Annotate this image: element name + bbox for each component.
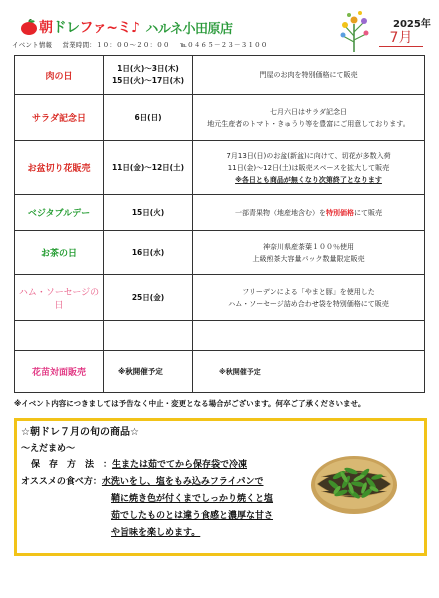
year: 2025年 [393,19,431,30]
desc-line: 七月六日はサラダ記念日 [270,107,347,116]
event-name: お盆切り花販売 [15,141,104,195]
event-desc [193,321,425,351]
header [0,0,439,58]
date-line: 25日(金) [131,292,165,302]
event-name: お茶の日 [15,231,104,275]
event-date [104,275,193,321]
seasonal-produce-box [14,418,427,556]
phone: ℡０４６５－２３－３１００ [179,41,268,49]
desc-text: にて販売 [354,208,382,217]
event-name: ベジタブルデー [15,195,104,231]
edamame-basket-image [309,447,399,517]
brand-part2: ドレ [52,20,80,36]
desc-line: 7月13日(日)のお盆(新盆)に向けて、切花が多数入荷 [226,151,391,160]
desc-line: 上級煎茶大容量パック数量限定販売 [252,254,365,263]
date-line: 15日(火) [131,207,165,217]
recommend-label: オススメの食べ方： [21,477,102,487]
date-line: 11日(金)～12日(土) [111,162,185,172]
event-date [104,321,193,351]
date-line: 16日(水) [131,247,165,257]
storage-line [31,457,247,470]
desc-line: ハム・ソーセージ詰め合わせ袋を特別価格にて販売 [228,299,389,308]
event-row [15,95,425,141]
store-info [12,40,276,49]
brand-name [39,17,139,37]
storage-text: 生または茹でてから保存袋で冷凍 [112,460,248,470]
info-label: イベント情報 [12,41,53,49]
event-date [104,351,193,393]
event-desc [193,95,425,141]
event-name: 肉の日 [15,56,104,95]
event-date [104,141,193,195]
event-desc [193,195,425,231]
hours: 営業時間：１０：００～２０：００ [62,41,170,49]
event-row [15,56,425,95]
event-row [15,231,425,275]
event-desc [193,275,425,321]
desc-line: 地元生産者のトマト・きゅうり等を豊富にご用意しております。 [207,119,410,128]
produce-title: ☆朝ドレ７月の旬の商品☆ [21,427,139,438]
event-date [104,95,193,141]
date-line: 6日(日) [134,112,162,122]
store-name: ハルネ小田原店 [145,21,233,37]
event-name: ハム・ソーセージの日 [15,275,104,321]
event-date [104,56,193,95]
recommend-line: や旨味を楽しめます。 [111,528,201,538]
event-row [15,351,425,393]
event-desc [193,351,425,393]
date-line: 15日(火)～17日(木) [111,76,185,85]
event-row [15,195,425,231]
event-date [104,231,193,275]
event-row-empty [15,321,425,351]
notice-text: ※イベント内容につきましては予告なく中止・変更となる場合がございます。何卒ご了承くださいませ。 [14,399,366,408]
brand-part1: 朝 [39,20,53,36]
apple-icon [20,19,38,35]
recommend-line [21,474,263,487]
plant-icon [337,6,371,52]
desc-highlight: 特別価格 [326,208,354,217]
desc-line: ※秋開催予定 [219,367,261,376]
event-name: 花苗対面販売 [15,351,104,393]
date-line: 1日(火)～3日(木) [117,64,179,73]
date-line: ※秋開催予定 [118,366,163,376]
desc-line: フリーデンによる「やまと豚」を使用した [242,287,375,296]
desc-text: 一部青果物（地産地含む）を [235,208,326,217]
event-row [15,141,425,195]
desc-line: 11日(金)～12日(土)は販売スペースを拡大して販売 [227,163,390,172]
event-desc [193,56,425,95]
event-name [15,321,104,351]
desc-line: 門屋のお肉を特別価格にて販売 [259,71,358,79]
recommend-text: 水洗いをし、塩をもみ込みフライパンで [101,477,264,487]
event-desc [193,231,425,275]
event-desc [193,141,425,195]
recommend-line: 茹でしたものとは違う食感と濃厚な甘さ [111,511,274,521]
event-name: サラダ記念日 [15,95,104,141]
event-row [15,275,425,321]
produce-item-name: ～えだまめ～ [21,444,76,454]
logo [20,17,233,37]
brand-part3: ファ~ミ♪ [79,20,140,36]
desc-line: 神奈川県産茶葉１００％使用 [263,242,354,251]
desc-note: ※各日とも商品が無くなり次第終了となります [235,175,382,184]
events-table [14,55,425,393]
recommend-line: 鞘に焼き色が付くまでしっかり焼くと塩 [111,494,274,504]
event-date [104,195,193,231]
storage-label: 保 存 方 法 ： [31,460,113,470]
month: 7月 [379,28,423,47]
